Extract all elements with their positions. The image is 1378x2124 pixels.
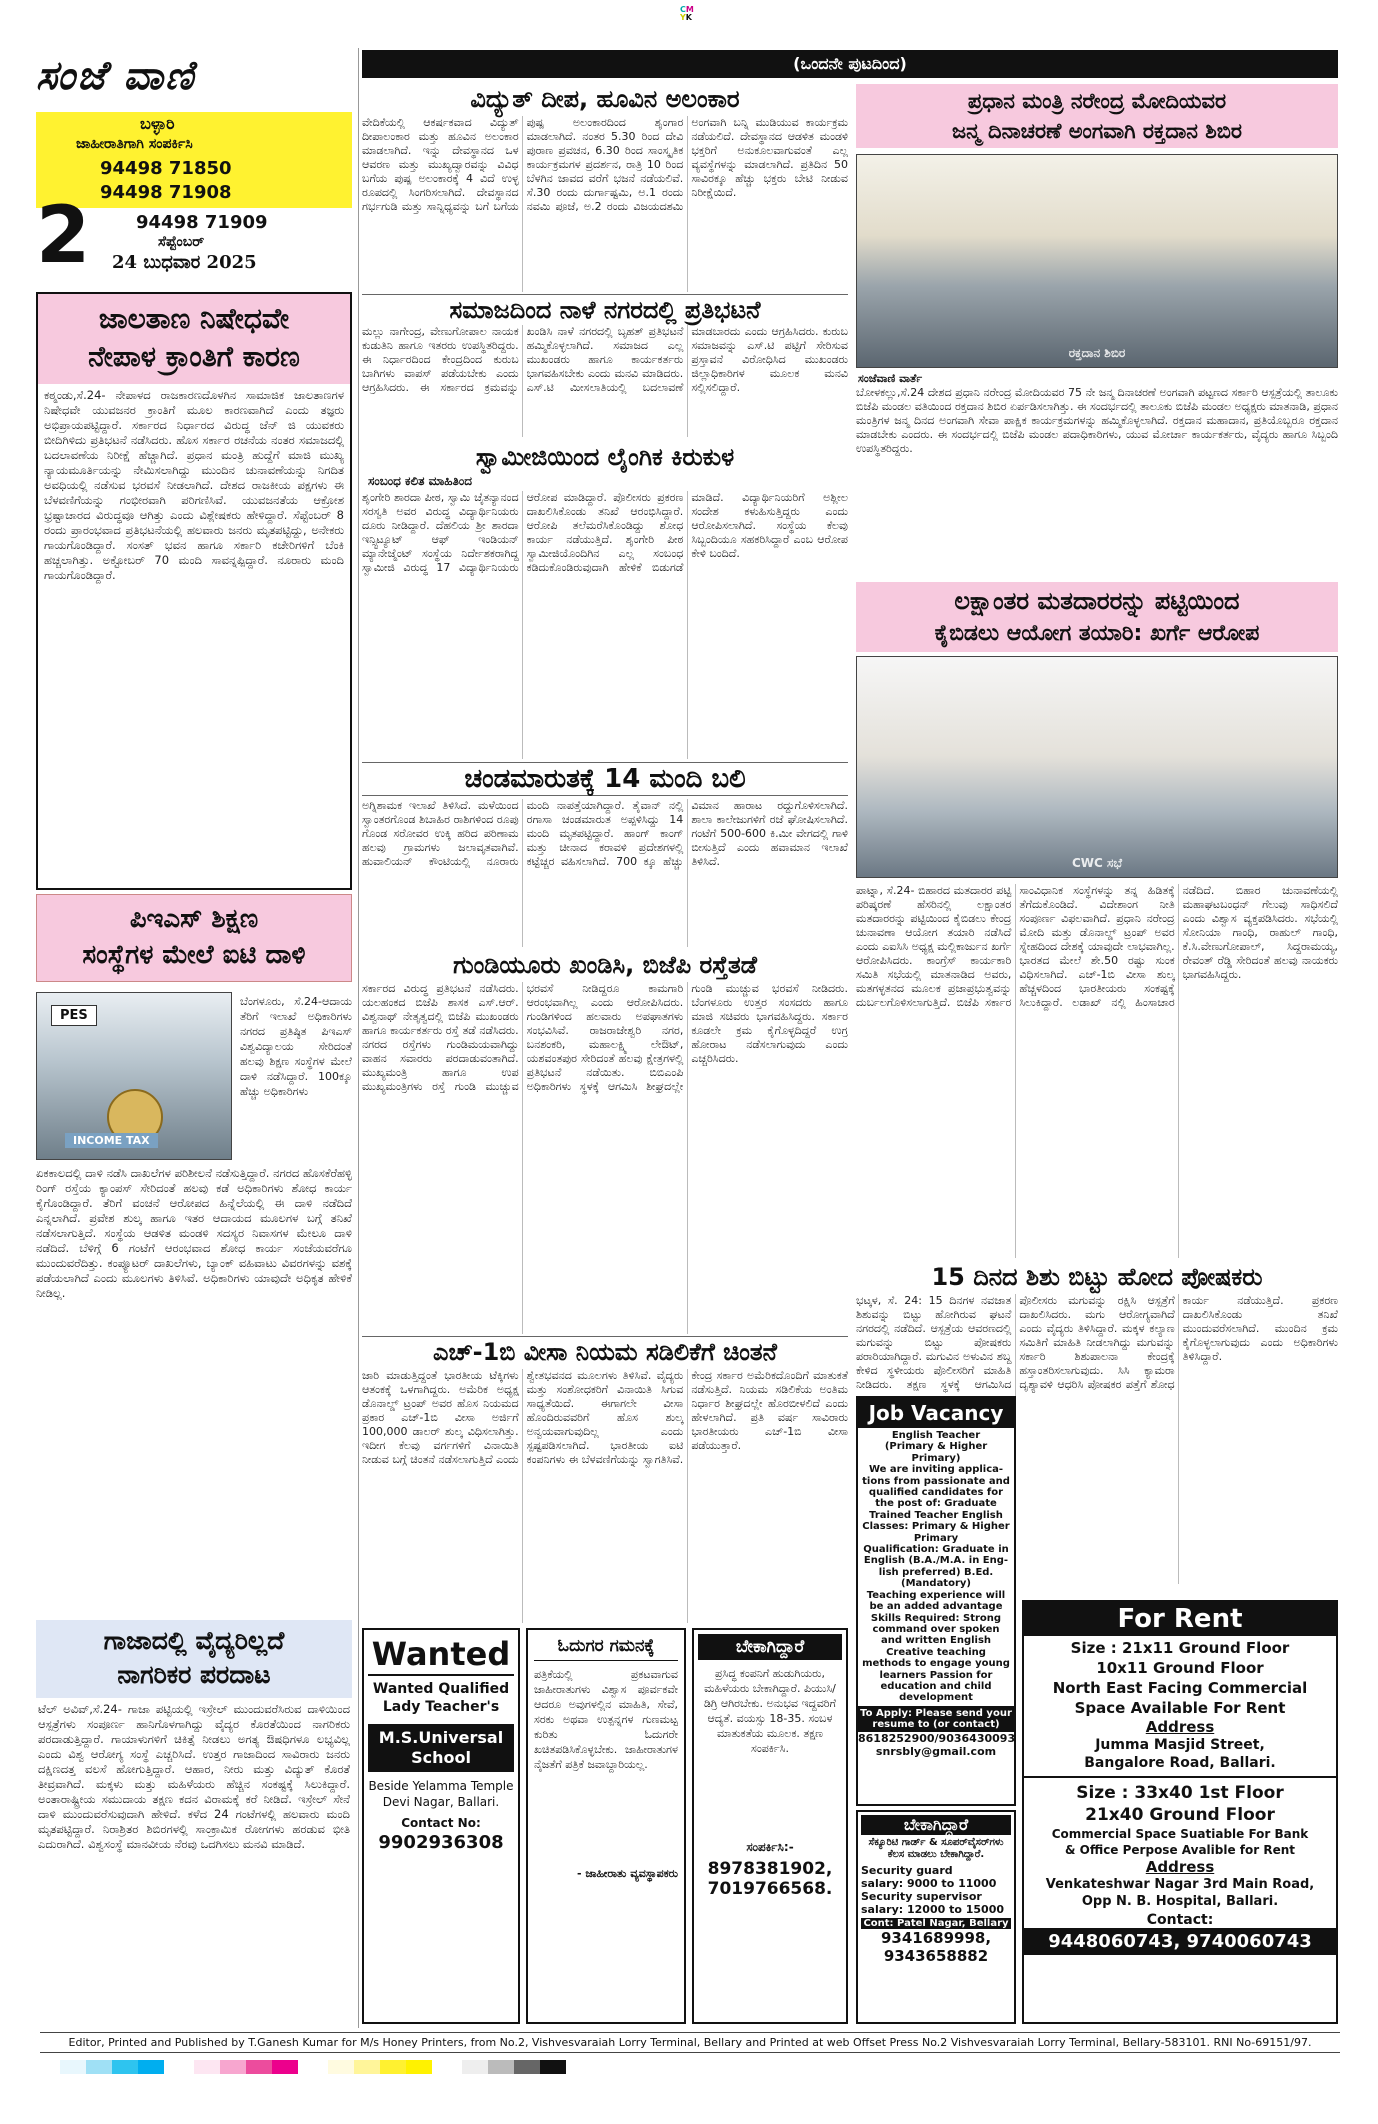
- job-detail-line: and written English: [880, 1635, 992, 1647]
- headline: ವಿದ್ಯುತ್ ದೀಪ, ಹೂವಿನ ಅಲಂಕಾರ: [470, 85, 740, 113]
- ad-title: ಓದುಗರ ಗಮನಕ್ಕೆ: [534, 1636, 678, 1661]
- headline-line-1: ಪಿಇಎಸ್ ಶಿಕ್ಷಣ: [129, 904, 259, 934]
- masthead: [36, 48, 352, 281]
- rent-line: Space Available For Rent: [1074, 1699, 1286, 1717]
- rent-block-1: [1024, 1638, 1336, 1718]
- rent-address-1: [1024, 1736, 1336, 1772]
- page-number: 2: [36, 191, 91, 281]
- article-body: ಕಠ್ಮಂಡು,ಸೆ.24- ನೇಪಾಳದ ರಾಜಕಾರಣದೊಳಗಿನ ಸಾಮಾಜಿಕ ಜಾಲತಾಣಗಳ ನಿಷೇಧವೇ ಯುವಜನರ ಕ್ರಾಂತಿಗೆ ಮೂಲ ಕಾರಣವಾಗಿದೆ ಎಂದು ತಜ್ಞರು ಅಭಿಪ್ರಾಯಪಟ್ಟಿದ್ದಾರೆ. ಸರ್ಕಾರದ ನಿರ್ಧಾರದ ವಿರುದ್ಧ ಜೆನ್ ಜಿ ಯುವಕರು ಬೀದಿಗಿಳಿದು ಪ್ರತಿಭಟನೆ ನಡೆಸಿದರು. ಹೊಸ ಸರ್ಕಾರ ರಚನೆಯ ನಂತರ ಸಮಾಜದಲ್ಲಿ ಬದಲಾವಣೆಯ ನಿರೀಕ್ಷೆ ಹೆಚ್ಚಾಗಿದೆ. ಪ್ರಧಾನ ಮಂತ್ರಿ ಹುದ್ದೆಗೆ ಮಾಜಿ ಮುಖ್ಯ ನ್ಯಾಯಮೂರ್ತಿಯನ್ನು ನೇಮಿಸಲಾಗಿದ್ದು ಮುಂದಿನ ಚುನಾವಣೆಯನ್ನು ನಿಗದಿತ ಅವಧಿಯಲ್ಲಿ ನಡೆಸುವ ಭರವಸೆ ನೀಡಲಾಗಿದೆ. ದೇಶದ ರಾಜಕೀಯ ಪಕ್ಷಗಳು ಈ ಬೆಳವಣಿಗೆಯನ್ನು ಗಂಭೀರವಾಗಿ ಪರಿಗಣಿಸಿವೆ. ಯುವಜನತೆಯ ಆಕ್ರೋಶ ಭ್ರಷ್ಟಾಚಾರದ ವಿರುದ್ಧವೂ ಆಗಿತ್ತು ಎಂದು ವಿಶ್ಲೇಷಕರು ಹೇಳಿದ್ದಾರೆ. ಸೆಪ್ಟೆಂಬರ್ 8 ರಂದು ಪ್ರಾರಂಭವಾದ ಪ್ರತಿಭಟನೆಯಲ್ಲಿ ಹಲವಾರು ಜನರು ಮೃತಪಟ್ಟಿದ್ದು, ಅನೇಕರು ಗಾಯಗೊಂಡಿದ್ದಾರೆ. ಸಂಸತ್ ಭವನ ಹಾಗೂ ಸರ್ಕಾರಿ ಕಚೇರಿಗಳಿಗೆ ಬೆಂಕಿ ಹಚ್ಚಲಾಗಿತ್ತು. ಅಕ್ಟೋಬರ್ 70 ಮಂದಿ ಸಾವನ್ನಪ್ಪಿದ್ದಾರೆ. ನೂರಾರು ಮಂದಿ ಗಾಯಗೊಂಡಿದ್ದಾರೆ.: [44, 388, 344, 582]
- rent-line: 21x40 Ground Floor: [1085, 1805, 1275, 1825]
- article-body: ಭಟ್ಕಳ, ಸೆ. 24: 15 ದಿನಗಳ ನವಜಾತ ಶಿಶುವನ್ನು ಬಿಟ್ಟು ಹೋಗಿರುವ ಘಟನೆ ನಗರದಲ್ಲಿ ನಡೆದಿದೆ. ಆಸ್ಪತ್ರೆಯ ಆವರಣದಲ್ಲಿ ಮಗುವನ್ನು ಬಿಟ್ಟು ಪೋಷಕರು ಪರಾರಿಯಾಗಿದ್ದಾರೆ. ಮಗುವಿನ ಅಳುವಿನ ಶಬ್ದ ಕೇಳಿದ ಸ್ಥಳೀಯರು ಪೊಲೀಸರಿಗೆ ಮಾಹಿತಿ ನೀಡಿದರು. ತಕ್ಷಣ ಸ್ಥಳಕ್ಕೆ ಆಗಮಿಸಿದ ಪೊಲೀಸರು ಮಗುವನ್ನು ರಕ್ಷಿಸಿ ಆಸ್ಪತ್ರೆಗೆ ದಾಖಲಿಸಿದರು. ಮಗು ಆರೋಗ್ಯವಾಗಿದೆ ಎಂದು ವೈದ್ಯರು ತಿಳಿಸಿದ್ದಾರೆ. ಮಕ್ಕಳ ಕಲ್ಯಾಣ ಸಮಿತಿಗೆ ಮಾಹಿತಿ ನೀಡಲಾಗಿದ್ದು ಮಗುವನ್ನು ಸರ್ಕಾರಿ ಶಿಶುಪಾಲನಾ ಕೇಂದ್ರಕ್ಕೆ ಹಸ್ತಾಂತರಿಸಲಾಗುವುದು. ಸಿಸಿ ಕ್ಯಾಮರಾ ದೃಶ್ಯಾವಳಿ ಆಧರಿಸಿ ಪೋಷಕರ ಪತ್ತೆಗೆ ಶೋಧ ಕಾರ್ಯ ನಡೆಯುತ್ತಿದೆ. ಪ್ರಕರಣ ದಾಖಲಿಸಿಕೊಂಡು ತನಿಖೆ ಮುಂದುವರೆಸಲಾಗಿದೆ. ಮುಂದಿನ ಕ್ರಮ ಕೈಗೊಳ್ಳಲಾಗುವುದು ಎಂದು ಅಧಿಕಾರಿಗಳು ತಿಳಿಸಿದ್ದಾರೆ.: [856, 1294, 1338, 1391]
- apply-label: To Apply: Please send your resume to (or contact): [858, 1706, 1014, 1732]
- rent-address-2: [1024, 1876, 1336, 1910]
- article-samajadinda: [362, 294, 848, 442]
- address-line: Bangalore Road, Ballari.: [1084, 1755, 1276, 1771]
- apply-phone: 8618252900/9036430093: [858, 1731, 1016, 1745]
- job-detail-line: We are inviting applica-: [868, 1464, 1004, 1476]
- ad-wanted: [362, 1628, 520, 2024]
- job-detail-line: methods to engage young: [862, 1658, 1010, 1670]
- imprint-footer: Editor, Printed and Published by T.Ganesh Kumar for M/s Honey Printers, from No.2, Vishvesvaraiah Lorry Terminal, Bellary and Printed at web Offset Press No.2 Vishvesvaraiah Lorry Terminal, Bellary-583101. RNI No-69151/97.: [40, 2032, 1340, 2053]
- rent-block-2-desc: [1024, 1826, 1336, 1858]
- article-chandamaruta: [362, 762, 848, 948]
- rent-desc-line: Commercial Space Suatiable For Bank: [1051, 1827, 1309, 1841]
- job-detail-line: the post of: Graduate: [875, 1498, 997, 1510]
- contact-address: Cont: Patel Nagar, Bellary: [861, 1918, 1011, 1929]
- photo-caption: ರಕ್ತದಾನ ಶಿಬಿರ: [1068, 346, 1126, 360]
- ad-title: For Rent: [1024, 1602, 1336, 1636]
- headline-line-1: ಪ್ರಧಾನ ಮಂತ್ರಿ ನರೇಂದ್ರ ಮೋದಿಯವರ: [967, 89, 1227, 113]
- job-detail-line: command over spoken: [872, 1623, 1000, 1635]
- article-vidyut: [362, 84, 848, 292]
- job-detail-line: Teaching experience will: [866, 1589, 1006, 1601]
- article-body: ಅಗ್ನಿಶಾಮಕ ಇಲಾಖೆ ತಿಳಿಸಿದೆ. ಮಳೆಯಿಂದ ಸ್ವಾಂತರಗೊಂಡ ಶಿಬಾಹಿರ ರಾಶಿಗಳಿಂದ ರೂಪು ಗೊಂಡ ಸರೋವರ ಉಕ್ಕಿ ಹರಿದ ಪರಿಣಾಮ ಹಲವು ಗ್ರಾಮಗಳು ಜಲಾವೃತವಾಗಿವೆ. ಹುವಾಲಿಯನ್ ಕೌಂಟಿಯಲ್ಲಿ ನೂರಾರು ಮಂದಿ ನಾಪತ್ತೆಯಾಗಿದ್ದಾರೆ. ತೈವಾನ್ ನಲ್ಲಿ ರಗಾಸಾ ಚಂಡಮಾರುತ ಅಪ್ಪಳಿಸಿದ್ದು 14 ಮಂದಿ ಮೃತಪಟ್ಟಿದ್ದಾರೆ. ಹಾಂಗ್ ಕಾಂಗ್ ಮತ್ತು ಚೀನಾದ ಕರಾವಳಿ ಪ್ರದೇಶಗಳಲ್ಲಿ ಕಟ್ಟೆಚ್ಚರ ವಹಿಸಲಾಗಿದೆ. 700 ಕ್ಕೂ ಹೆಚ್ಚು ವಿಮಾನ ಹಾರಾಟ ರದ್ದುಗೊಳಿಸಲಾಗಿದೆ. ಶಾಲಾ ಕಾಲೇಜುಗಳಿಗೆ ರಜೆ ಘೋಷಿಸಲಾಗಿದೆ. ಗಂಟೆಗೆ 500-600 ಕಿ.ಮೀ ವೇಗದಲ್ಲಿ ಗಾಳಿ ಬೀಸುತ್ತಿದೆ ಎಂದು ಹವಾಮಾನ ಇಲಾಖೆ ತಿಳಿಸಿದೆ.: [362, 799, 848, 868]
- job-details: [858, 1428, 1014, 1706]
- article-body: ಬೋಳಕಲ್ಲು,ಸೆ.24 ದೇಶದ ಪ್ರಧಾನಿ ನರೇಂದ್ರ ಮೋದಿಯವರ 75 ನೇ ಜನ್ಮ ದಿನಾಚರಣೆ ಅಂಗವಾಗಿ ಪಟ್ಟಣದ ಸರ್ಕಾರಿ ಆಸ್ಪತ್ರೆಯಲ್ಲಿ ತಾಲೂಕು ಬಿಜೆಪಿ ಮಂಡಲ ವತಿಯಿಂದ ರಕ್ತದಾನ ಶಿಬಿರ ಏರ್ಪಡಿಸಲಾಗಿತ್ತು. ಈ ಸಂದರ್ಭದಲ್ಲಿ ತಾಲೂಕು ಬಿಜೆಪಿ ಮಂಡಲ ಅಧ್ಯಕ್ಷರು ಮಾತನಾಡಿ, ಪ್ರಧಾನ ಮಂತ್ರಿಗಳ ಜನ್ಮ ದಿನದ ಅಂಗವಾಗಿ ಸೇವಾ ಪಾಕ್ಷಿಕ ಕಾರ್ಯಕ್ರಮಗಳನ್ನು ಹಮ್ಮಿಕೊಳ್ಳಲಾಗಿದೆ. ರಕ್ತದಾನ ಮಹಾದಾನ, ಪ್ರತಿಯೊಬ್ಬರೂ ರಕ್ತದಾನ ಮಾಡಬೇಕು ಎಂದರು. ಈ ಸಂದರ್ಭದಲ್ಲಿ ಬಿಜೆಪಿ ಮಂಡಲ ಪದಾಧಿಕಾರಿಗಳು, ಯುವ ಮೋರ್ಚಾ ಕಾರ್ಯಕರ್ತರು, ವೈದ್ಯರು ಹಾಗೂ ಸಿಬ್ಬಂದಿ ಉಪಸ್ಥಿತರಿದ್ದರು.: [856, 386, 1338, 455]
- logo: [36, 48, 352, 108]
- rent-line: Size : 21x11 Ground Floor: [1070, 1639, 1290, 1657]
- rent-line: North East Facing Commercial: [1052, 1679, 1308, 1697]
- ad-title: Wanted: [368, 1634, 514, 1676]
- headline-line-1: ಜಾಲತಾಣ ನಿಷೇಧವೇ: [98, 302, 290, 335]
- ad-body: ಪ್ರಸಿದ್ಧ ಕಂಪನಿಗೆ ಹುಡುಗಿಯರು, ಮಹಿಳೆಯರು ಬೇಕಾಗಿದ್ದಾರೆ. ಪಿಯುಸಿ/ಡಿಗ್ರಿ ಆಗಿರಬೇಕು. ಅನುಭವ ಇದ್ದವರಿಗೆ ಆದ್ಯತೆ. ವಯಸ್ಸು 18-35. ಸಂಬಳ ಮಾತುಕತೆಯ ಮೂಲಕ. ತಕ್ಷಣ ಸಂಪರ್ಕಿಸಿ.: [703, 1667, 836, 1755]
- job-detail-line: be an added advantage: [869, 1601, 1003, 1613]
- article-body: ಮಲ್ಲು ನಾಗೇಂದ್ರ, ವೇಣುಗೋಪಾಲ ನಾಯಕ ಕುಡುತಿನಿ ಹಾಗೂ ಇತರರು ಉಪಸ್ಥಿತರಿದ್ದರು. ಈ ನಿರ್ಧಾರದಿಂದ ಕೇಂದ್ರದಿಂದ ಕುರುಬ ಬಾಗಿಗಳು ವಾಪಸ್ ಪಡೆಯಬೇಕು ಎಂದು ಆಗ್ರಹಿಸಿದರು. ಈ ಸರ್ಕಾರದ ಕ್ರಮವನ್ನು ಖಂಡಿಸಿ ನಾಳೆ ನಗರದಲ್ಲಿ ಬೃಹತ್ ಪ್ರತಿಭಟನೆ ಹಮ್ಮಿಕೊಳ್ಳಲಾಗಿದೆ. ಸಮಾಜದ ಎಲ್ಲ ಮುಖಂಡರು ಹಾಗೂ ಕಾರ್ಯಕರ್ತರು ಭಾಗವಹಿಸಬೇಕು ಎಂದು ಮನವಿ ಮಾಡಿದರು. ಎಸ್.ಟಿ ಮೀಸಲಾತಿಯಲ್ಲಿ ಬದಲಾವಣೆ ಮಾಡಬಾರದು ಎಂದು ಆಗ್ರಹಿಸಿದರು. ಕುರುಬ ಸಮಾಜವನ್ನು ಎಸ್.ಟಿ ಪಟ್ಟಿಗೆ ಸೇರಿಸುವ ಪ್ರಸ್ತಾವನೆ ವಿರೋಧಿಸಿದ ಮುಖಂಡರು ಜಿಲ್ಲಾಧಿಕಾರಿಗಳ ಮೂಲಕ ಮನವಿ ಸಲ್ಲಿಸಲಿದ್ದಾರೆ.: [362, 325, 848, 394]
- rent-desc-line: & Office Perpose Avalible for Rent: [1064, 1843, 1296, 1857]
- date-line: 24 ಬುಧವಾರ 2025: [112, 252, 257, 273]
- contact-label: Contact:: [1146, 1912, 1214, 1928]
- headline-line-2: ನೇಪಾಳ ಕ್ರಾಂತಿಗೆ ಕಾರಣ: [88, 340, 300, 373]
- headline-line-2: ಕೈಬಿಡಲು ಆಯೋಗ ತಯಾರಿ: ಖರ್ಗೆ ಆರೋಪ: [934, 621, 1260, 646]
- credit-line: ಸಂಜೆವಾಣಿ ವಾರ್ತೆ: [858, 372, 923, 385]
- pes-sign: PES: [51, 1005, 97, 1026]
- job-detail-line: education and child: [880, 1680, 992, 1692]
- article-body: ಪಾಟ್ನಾ, ಸೆ.24- ಬಿಹಾರದ ಮತದಾರರ ಪಟ್ಟಿ ಪರಿಷ್ಕರಣೆ ಹೆಸರಿನಲ್ಲಿ ಲಕ್ಷಾಂತರ ಮತದಾರರನ್ನು ಪಟ್ಟಿಯಿಂದ ಕೈಬಿಡಲು ಕೇಂದ್ರ ಚುನಾವಣಾ ಆಯೋಗ ತಯಾರಿ ನಡೆಸಿದೆ ಎಂದು ಎಐಸಿಸಿ ಅಧ್ಯಕ್ಷ ಮಲ್ಲಿಕಾರ್ಜುನ ಖರ್ಗೆ ಆರೋಪಿಸಿದರು. ಕಾಂಗ್ರೆಸ್ ಕಾರ್ಯಕಾರಿ ಸಮಿತಿ ಸಭೆಯಲ್ಲಿ ಮಾತನಾಡಿದ ಅವರು, ಮತಗಳ್ಳತನದ ಮೂಲಕ ಪ್ರಜಾಪ್ರಭುತ್ವವನ್ನು ದುರ್ಬಲಗೊಳಿಸಲಾಗುತ್ತಿದೆ. ಬಿಜೆಪಿ ಸರ್ಕಾರ ಸಾಂವಿಧಾನಿಕ ಸಂಸ್ಥೆಗಳನ್ನು ತನ್ನ ಹಿಡಿತಕ್ಕೆ ತೆಗೆದುಕೊಂಡಿದೆ. ವಿದೇಶಾಂಗ ನೀತಿ ಸಂಪೂರ್ಣ ವಿಫಲವಾಗಿದೆ. ಪ್ರಧಾನಿ ನರೇಂದ್ರ ಮೋದಿ ಮತ್ತು ಡೊನಾಲ್ಡ್ ಟ್ರಂಪ್ ಅವರ ಸ್ನೇಹದಿಂದ ದೇಶಕ್ಕೆ ಯಾವುದೇ ಲಾಭವಾಗಿಲ್ಲ. ಭಾರತದ ಮೇಲೆ ಶೇ.50 ರಷ್ಟು ಸುಂಕ ವಿಧಿಸಲಾಗಿದೆ. ಎಚ್-1ಬಿ ವೀಸಾ ಶುಲ್ಕ ಹೆಚ್ಚಳದಿಂದ ಭಾರತೀಯರು ಸಂಕಷ್ಟಕ್ಕೆ ಸಿಲುಕಿದ್ದಾರೆ. ಲಡಾಖ್ ನಲ್ಲಿ ಹಿಂಸಾಚಾರ ನಡೆದಿದೆ. ಬಿಹಾರ ಚುನಾವಣೆಯಲ್ಲಿ ಮಹಾಘಟಬಂಧನ್ ಗೆಲುವು ಸಾಧಿಸಲಿದೆ ಎಂದು ವಿಶ್ವಾಸ ವ್ಯಕ್ತಪಡಿಸಿದರು. ಸಭೆಯಲ್ಲಿ ಸೋನಿಯಾ ಗಾಂಧಿ, ರಾಹುಲ್ ಗಾಂಧಿ, ಕೆ.ಸಿ.ವೇಣುಗೋಪಾಲ್, ಸಿದ್ದರಾಮಯ್ಯ, ರೇವಂತ್ ರೆಡ್ಡಿ ಸೇರಿದಂತೆ ಹಲವು ನಾಯಕರು ಭಾಗವಹಿಸಿದ್ದರು.: [856, 884, 1338, 1009]
- headline: ಚಂಡಮಾರುತಕ್ಕೆ 14 ಮಂದಿ ಬಲಿ: [362, 762, 848, 796]
- headline-block: [36, 894, 352, 982]
- job-detail-line: learners Passion for: [879, 1669, 993, 1681]
- security-line: Security supervisor: [861, 1890, 982, 1903]
- article-body: ಏಕಕಾಲದಲ್ಲಿ ದಾಳಿ ನಡೆಸಿ ದಾಖಲೆಗಳ ಪರಿಶೀಲನೆ ನಡೆಸುತ್ತಿದ್ದಾರೆ. ನಗರದ ಹೊಸಕೆರೆಹಳ್ಳಿ ರಿಂಗ್ ರಸ್ತೆಯ ಕ್ಯಾಂಪಸ್ ಸೇರಿದಂತೆ ಹಲವು ಕಡೆ ಅಧಿಕಾರಿಗಳು ಶೋಧ ಕಾರ್ಯ ಕೈಗೊಂಡಿದ್ದಾರೆ. ತೆರಿಗೆ ವಂಚನೆ ಆರೋಪದ ಹಿನ್ನೆಲೆಯಲ್ಲಿ ಈ ದಾಳಿ ನಡೆದಿದೆ ಎನ್ನಲಾಗಿದೆ. ಪ್ರವೇಶ ಶುಲ್ಕ ಹಾಗೂ ಇತರ ಆದಾಯದ ಮೂಲಗಳ ಬಗ್ಗೆ ತನಿಖೆ ನಡೆಸಲಾಗುತ್ತಿದೆ. ಸಂಸ್ಥೆಯ ಆಡಳಿತ ಮಂಡಳಿ ಸದಸ್ಯರ ನಿವಾಸಗಳ ಮೇಲೂ ದಾಳಿ ನಡೆದಿದೆ. ಬೆಳಿಗ್ಗೆ 6 ಗಂಟೆಗೆ ಆರಂಭವಾದ ಶೋಧ ಕಾರ್ಯ ಸಂಜೆಯವರೆಗೂ ಮುಂದುವರೆದಿತ್ತು. ಕಂಪ್ಯೂಟರ್ ದಾಖಲೆಗಳು, ಬ್ಯಾಂಕ್ ವಹಿವಾಟು ವಿವರಗಳನ್ನು ವಶಕ್ಕೆ ಪಡೆಯಲಾಗಿದೆ ಎಂದು ಮೂಲಗಳು ತಿಳಿಸಿವೆ. ಅಧಿಕಾರಿಗಳು ಯಾವುದೇ ಅಧಿಕೃತ ಹೇಳಿಕೆ ನೀಡಿಲ್ಲ.: [36, 1166, 352, 1300]
- address-line: Venkateshwar Nagar 3rd Main Road,: [1045, 1877, 1315, 1892]
- school-name: M.S.Universal School: [368, 1724, 514, 1772]
- cwc-meeting-photo: [856, 656, 1338, 878]
- contact-label: Contact No:: [401, 1816, 481, 1830]
- ad-for-rent: [1022, 1600, 1338, 2024]
- contact-label: ಸಂಪರ್ಕಿಸಿ:-: [746, 1840, 794, 1854]
- contact-phone: 9902936308: [378, 1832, 504, 1853]
- color-swatches: [60, 2060, 566, 2074]
- job-detail-line: qualified candidates for: [868, 1487, 1004, 1499]
- pes-photo: [36, 992, 232, 1160]
- ad-title: Job Vacancy: [858, 1398, 1014, 1428]
- rent-line: Size : 33x40 1st Floor: [1076, 1783, 1284, 1803]
- article-pes: [36, 894, 352, 1614]
- job-detail-line: Qualification: Graduate in: [863, 1544, 1009, 1556]
- article-body: ಟೆಲ್ ಅವಿವ್,ಸೆ.24- ಗಾಜಾ ಪಟ್ಟಿಯಲ್ಲಿ ಇಸ್ರೇಲ್ ಮುಂದುವರೆಸಿರುವ ದಾಳಿಯಿಂದ ಆಸ್ಪತ್ರೆಗಳು ಸಂಪೂರ್ಣ ಹಾನಿಗೊಳಗಾಗಿದ್ದು ವೈದ್ಯರ ಕೊರತೆಯಿಂದ ನಾಗರಿಕರು ಪರದಾಡುತ್ತಿದ್ದಾರೆ. ಗಾಯಾಳುಗಳಿಗೆ ಚಿಕಿತ್ಸೆ ನೀಡಲು ಅಗತ್ಯ ಔಷಧಿಗಳೂ ಲಭ್ಯವಿಲ್ಲ ಎಂದು ವಿಶ್ವ ಆರೋಗ್ಯ ಸಂಸ್ಥೆ ಎಚ್ಚರಿಸಿದೆ. ಉತ್ತರ ಗಾಜಾದಿಂದ ಸಾವಿರಾರು ಜನರು ದಕ್ಷಿಣದತ್ತ ವಲಸೆ ಹೋಗುತ್ತಿದ್ದಾರೆ. ಆಹಾರ, ನೀರು ಮತ್ತು ವಿದ್ಯುತ್ ಕೊರತೆ ತೀವ್ರವಾಗಿದೆ. ಮಕ್ಕಳು ಮತ್ತು ಮಹಿಳೆಯರು ಹೆಚ್ಚಿನ ಸಂಕಷ್ಟಕ್ಕೆ ಸಿಲುಕಿದ್ದಾರೆ. ಅಂತಾರಾಷ್ಟ್ರೀಯ ಸಮುದಾಯ ತಕ್ಷಣ ಕದನ ವಿರಾಮಕ್ಕೆ ಕರೆ ನೀಡಿದೆ. ಇಸ್ರೇಲ್ ಸೇನೆ ದಾಳಿ ಮುಂದುವರೆಸುವುದಾಗಿ ಹೇಳಿದೆ. ಕಳೆದ 24 ಗಂಟೆಗಳಲ್ಲಿ ಹಲವಾರು ಮಂದಿ ಮೃತಪಟ್ಟಿದ್ದಾರೆ. ನಿರಾಶ್ರಿತರ ಶಿಬಿರಗಳಲ್ಲಿ ಸಾಂಕ್ರಾಮಿಕ ರೋಗಗಳು ಹರಡುವ ಭೀತಿ ಎದುರಾಗಿದೆ. ವಿಶ್ವಸಂಸ್ಥೆ ಮಾನವೀಯ ನೆರವು ಒದಗಿಸಲು ಮನವಿ ಮಾಡಿದೆ.: [38, 1702, 350, 1851]
- article-kharge: [856, 582, 1338, 1258]
- headline-line-1: ಗಾಜಾದಲ್ಲಿ ವೈದ್ಯರಿಲ್ಲದೆ: [103, 1626, 285, 1655]
- job-detail-line: English (B.A./M.A. in Eng-: [863, 1555, 1009, 1567]
- headline-block: [856, 582, 1338, 652]
- headline-line-2: ಜನ್ಮ ದಿನಾಚರಣೆ ಅಂಗವಾಗಿ ರಕ್ತದಾನ ಶಿಬಿರ: [952, 119, 1242, 143]
- job-detail-line: Primary): [911, 1452, 961, 1464]
- headline-block: [856, 84, 1338, 148]
- article-gaza: [36, 1620, 352, 2018]
- cmyk-marker: CM YK: [680, 5, 694, 22]
- job-detail-line: English Teacher: [891, 1430, 981, 1441]
- ad-title: ಬೇಕಾಗಿದ್ದಾರೆ: [698, 1634, 842, 1660]
- ad-bekagiddare-2: [856, 1810, 1016, 2024]
- ad-contact-label: ಜಾಹೀರಾತಿಗಾಗಿ ಸಂಪರ್ಕಿಸಿ: [76, 136, 193, 152]
- phone-1: 94498 71850: [100, 158, 232, 179]
- article-body-right: ಬೆಂಗಳೂರು, ಸೆ.24-ಆದಾಯ ತೆರಿಗೆ ಇಲಾಖೆ ಅಧಿಕಾರಿಗಳು ನಗರದ ಪ್ರತಿಷ್ಠಿತ ಪಿಇಎಸ್ ವಿಶ್ವವಿದ್ಯಾಲಯ ಸೇರಿದಂತೆ ಹಲವು ಶಿಕ್ಷಣ ಸಂಸ್ಥೆಗಳ ಮೇಲೆ ದಾಳಿ ನಡೆಸಿದ್ದಾರೆ. 100ಕ್ಕೂ ಹೆಚ್ಚು ಅಧಿಕಾರಿಗಳು: [240, 995, 352, 1098]
- job-detail-line: Trained Teacher English: [869, 1509, 1003, 1521]
- headline-line-2: ಸಂಸ್ಥೆಗಳ ಮೇಲೆ ಐಟಿ ದಾಳಿ: [82, 940, 306, 970]
- headline: 15 ದಿನದ ಶಿಶು ಬಿಟ್ಟು ಹೋದ ಪೋಷಕರು: [931, 1263, 1263, 1291]
- ad-bekagiddare-1: [692, 1628, 848, 2024]
- ad-readers-note: [526, 1628, 686, 2024]
- security-details: [861, 1864, 1011, 1916]
- security-line: salary: 9000 to 11000: [861, 1877, 997, 1890]
- contact-phone-2: 9343658882: [883, 1947, 989, 1965]
- blood-camp-photo: [856, 154, 1338, 368]
- ad-subtitle: Wanted Qualified Lady Teacher's: [372, 1681, 510, 1715]
- article-body: ವೇದಿಕೆಯಲ್ಲಿ ಆಕರ್ಷಕವಾದ ವಿದ್ಯುತ್ ದೀಪಾಲಂಕಾರ ಮತ್ತು ಹೂವಿನ ಅಲಂಕಾರ ಮಾಡಲಾಗಿದೆ. ಇನ್ನು ದೇವಸ್ಥಾನದ ಒಳ ಆವರಣ ಮತ್ತು ಮುಖ್ಯದ್ವಾರವನ್ನು ವಿವಿಧ ಬಗೆಯ ಪುಷ್ಪ ಅಲಂಕಾರಕ್ಕೆ 4 ವಿದೆ ಉಳ್ಳ ರೂಪದಲ್ಲಿ ಸಿಂಗರಿಸಲಾಗಿದೆ. ದೇವಸ್ಥಾನದ ಗರ್ಭಗುಡಿ ಮತ್ತು ಸಾನ್ನಿಧ್ಯವನ್ನು ಬಗೆ ಬಗೆಯ ಪುಷ್ಪ ಅಲಂಕಾರದಿಂದ ಶೃಂಗಾರ ಮಾಡಲಾಗಿದೆ. ನಂತರ 5.30 ರಿಂದ ದೇವಿ ಪುರಾಣ ಪ್ರವಚನ, 6.30 ರಿಂದ ಸಾಂಸ್ಕೃತಿಕ ಕಾರ್ಯಕ್ರಮಗಳ ಪ್ರದರ್ಶನ, ರಾತ್ರಿ 10 ರಿಂದ ಬೆಳಗಿನ ಜಾವದ ವರೆಗೆ ಭಜನೆ ನಡೆಯಲಿವೆ. ಸೆ.30 ರಂದು ದುರ್ಗಾಷ್ಟಮಿ, ಅ.1 ರಂದು ನವಮಿ ಪೂಜೆ, ಅ.2 ರಂದು ವಿಜಯದಶಮಿ ಅಂಗವಾಗಿ ಬನ್ನಿ ಮುಡಿಯುವ ಕಾರ್ಯಕ್ರಮ ನಡೆಯಲಿದೆ. ದೇವಸ್ಥಾನದ ಆಡಳಿತ ಮಂಡಳಿ ಭಕ್ತರಿಗೆ ಅನುಕೂಲವಾಗುವಂತೆ ಎಲ್ಲ ವ್ಯವಸ್ಥೆಗಳನ್ನು ಮಾಡಲಾಗಿದೆ. ಪ್ರತಿದಿನ 50 ಸಾವಿರಕ್ಕೂ ಹೆಚ್ಚು ಭಕ್ತರು ಬೇಟಿ ನೀಡುವ ನಿರೀಕ್ಷೆಯಿದೆ.: [362, 116, 848, 213]
- article-swamiji: [362, 442, 848, 762]
- address-label-2: Address: [1145, 1858, 1215, 1876]
- headline: ಎಚ್-1ಬಿ ವೀಸಾ ನಿಯಮ ಸಡಿಲಿಕೆಗೆ ಚಿಂತನೆ: [362, 1336, 848, 1367]
- contact-phone-2: 7019766568.: [707, 1879, 833, 1899]
- headline-line-2: ನಾಗರಿಕರ ಪರದಾಟ: [117, 1660, 271, 1689]
- address-line: Jumma Masjid Street,: [1095, 1737, 1265, 1753]
- ad-body: ಪತ್ರಿಕೆಯಲ್ಲಿ ಪ್ರಕಟವಾಗುವ ಜಾಹೀರಾತುಗಳು ವಿಶ್ವಾಸ ಪೂರ್ವಕವೇ ಆದರೂ ಅವುಗಳಲ್ಲಿನ ಮಾಹಿತಿ, ಸೇವೆ, ಸರಕು ಅಥವಾ ಉತ್ಪನ್ನಗಳ ಗುಣಮಟ್ಟ ಕುರಿತು ಓದುಗರೇ ಖಚಿತಪಡಿಸಿಕೊಳ್ಳಬೇಕು. ಜಾಹೀರಾತುಗಳ ನೈಜತೆಗೆ ಪತ್ರಿಕೆ ಜವಾಬ್ದಾರಿಯಲ್ಲ.: [534, 1668, 678, 1771]
- city-label: ಬಳ್ಳಾರಿ: [140, 114, 175, 133]
- headline-line-1: ಲಕ್ಷಾಂತರ ಮತದಾರರನ್ನು ಪಟ್ಟಿಯಿಂದ: [954, 587, 1240, 615]
- job-detail-line: Creative teaching: [886, 1646, 986, 1658]
- article-h1b: [362, 1336, 848, 1624]
- apply-email: snrsbly@gmail.com: [875, 1744, 997, 1758]
- address-label-1: Address: [1145, 1718, 1215, 1736]
- job-detail-line: (Primary & Higher: [884, 1441, 988, 1453]
- security-line: Security guard: [861, 1864, 953, 1877]
- photo-caption: CWC ಸಭೆ: [1071, 856, 1123, 870]
- job-detail-line: Primary: [913, 1532, 959, 1544]
- phone-3: 94498 71909: [136, 212, 268, 233]
- article-modi-blood: [856, 84, 1338, 578]
- job-detail-line: tions from passionate and: [862, 1475, 1010, 1487]
- article-jalatana: [36, 292, 352, 890]
- school-address: Beside Yelamma Temple Devi Nagar, Ballari.: [368, 1779, 514, 1809]
- rent-block-2: [1024, 1782, 1336, 1826]
- headline: ಸ್ವಾಮೀಜಿಯಿಂದ ಲೈಂಗಿಕ ಕಿರುಕುಳ: [475, 443, 735, 471]
- contact-phone-1: 9341689998,: [880, 1929, 992, 1947]
- job-detail-line: Skills Required: Strong: [870, 1612, 1002, 1624]
- logo-text: ಸಂಜೆ ವಾಣಿ: [36, 52, 196, 99]
- contact-phone-1: 8978381902,: [707, 1859, 833, 1879]
- article-body: ಶೃಂಗೇರಿ ಶಾರದಾ ಪೀಠ, ಸ್ವಾಮಿ ಚೈತನ್ಯಾನಂದ ಸರಸ್ವತಿ ಅವರ ವಿರುದ್ಧ ವಿದ್ಯಾರ್ಥಿನಿಯರು ದೂರು ನೀಡಿದ್ದಾರೆ. ದೆಹಲಿಯ ಶ್ರೀ ಶಾರದಾ ಇನ್ಸ್ಟಿಟ್ಯೂಟ್ ಆಫ್ ಇಂಡಿಯನ್ ಮ್ಯಾನೇಜ್ಮೆಂಟ್ ಸಂಸ್ಥೆಯ ನಿರ್ದೇಶಕರಾಗಿದ್ದ ಸ್ವಾಮೀಜಿ ವಿರುದ್ಧ 17 ವಿದ್ಯಾರ್ಥಿನಿಯರು ಆರೋಪ ಮಾಡಿದ್ದಾರೆ. ಪೊಲೀಸರು ಪ್ರಕರಣ ದಾಖಲಿಸಿಕೊಂಡು ತನಿಖೆ ಆರಂಭಿಸಿದ್ದಾರೆ. ಆರೋಪಿ ತಲೆಮರೆಸಿಕೊಂಡಿದ್ದು ಶೋಧ ಕಾರ್ಯ ನಡೆಯುತ್ತಿದೆ. ಶೃಂಗೇರಿ ಪೀಠ ಸ್ವಾಮೀಜಿಯೊಂದಿಗಿನ ಎಲ್ಲ ಸಂಬಂಧ ಕಡಿದುಕೊಂಡಿರುವುದಾಗಿ ಹೇಳಿಕೆ ಬಿಡುಗಡೆ ಮಾಡಿದೆ. ವಿದ್ಯಾರ್ಥಿನಿಯರಿಗೆ ಅಶ್ಲೀಲ ಸಂದೇಶ ಕಳುಹಿಸುತ್ತಿದ್ದರು ಎಂದು ಆರೋಪಿಸಲಾಗಿದೆ. ಸಂಸ್ಥೆಯ ಕೆಲವು ಸಿಬ್ಬಂದಿಯೂ ಸಹಕರಿಸಿದ್ದಾರೆ ಎಂಬ ಆರೋಪ ಕೇಳಿ ಬಂದಿದೆ.: [362, 491, 848, 574]
- column-divider: [358, 48, 359, 2028]
- ad-sign: - ಜಾಹೀರಾತು ವ್ಯವಸ್ಥಾಪಕರು: [576, 1867, 678, 1880]
- headline-block: [38, 294, 350, 384]
- job-detail-line: (Mandatory): [901, 1578, 971, 1590]
- income-tax-sign: INCOME TAX: [65, 1133, 158, 1148]
- job-detail-line: lish preferred) B.Ed.: [878, 1566, 994, 1578]
- article-gundiyuru: [362, 950, 848, 1336]
- month-label: ಸೆಪ್ಟೆಂಬರ್: [158, 234, 205, 250]
- address-line: Opp N. B. Hospital, Ballari.: [1081, 1894, 1279, 1909]
- headline: ಸಮಾಜದಿಂದ ನಾಳೆ ನಗರದಲ್ಲಿ ಪ್ರತಿಭಟನೆ: [362, 294, 848, 325]
- ad-job-vacancy: [856, 1396, 1016, 1806]
- phone-2: 94498 71908: [100, 182, 232, 203]
- job-detail-line: development: [899, 1692, 973, 1704]
- contact-phones: 9448060743, 9740060743: [1024, 1928, 1336, 1955]
- ad-title: ಬೇಕಾಗಿದ್ದಾರೆ: [861, 1815, 1011, 1835]
- article-body: ಜಾರಿ ಮಾಡುತ್ತಿದ್ದಂತೆ ಭಾರತೀಯ ಟೆಕ್ಕಿಗಳು ಆತಂಕಕ್ಕೆ ಒಳಗಾಗಿದ್ದರು. ಅಮೆರಿಕ ಅಧ್ಯಕ್ಷ ಡೊನಾಲ್ಡ್ ಟ್ರಂಪ್ ಅವರ ಹೊಸ ನಿಯಮದ ಪ್ರಕಾರ ಎಚ್-1ಬಿ ವೀಸಾ ಅರ್ಜಿಗೆ 100,000 ಡಾಲರ್ ಶುಲ್ಕ ವಿಧಿಸಲಾಗಿತ್ತು. ಇದೀಗ ಕೆಲವು ವರ್ಗಗಳಿಗೆ ವಿನಾಯಿತಿ ನೀಡುವ ಬಗ್ಗೆ ಚಿಂತನೆ ನಡೆಸಲಾಗುತ್ತಿದೆ ಎಂದು ಶ್ವೇತಭವನದ ಮೂಲಗಳು ತಿಳಿಸಿವೆ. ವೈದ್ಯರು ಮತ್ತು ಸಂಶೋಧಕರಿಗೆ ವಿನಾಯಿತಿ ಸಿಗುವ ಸಾಧ್ಯತೆಯಿದೆ. ಈಗಾಗಲೇ ವೀಸಾ ಹೊಂದಿರುವವರಿಗೆ ಹೊಸ ಶುಲ್ಕ ಅನ್ವಯವಾಗುವುದಿಲ್ಲ ಎಂದು ಸ್ಪಷ್ಟಪಡಿಸಲಾಗಿದೆ. ಭಾರತೀಯ ಐಟಿ ಕಂಪನಿಗಳು ಈ ಬೆಳವಣಿಗೆಯನ್ನು ಸ್ವಾಗತಿಸಿವೆ. ಕೇಂದ್ರ ಸರ್ಕಾರ ಅಮೆರಿಕದೊಂದಿಗೆ ಮಾತುಕತೆ ನಡೆಸುತ್ತಿದೆ. ನಿಯಮ ಸಡಿಲಿಕೆಯ ಅಂತಿಮ ನಿರ್ಧಾರ ಶೀಘ್ರದಲ್ಲೇ ಹೊರಬೀಳಲಿದೆ ಎಂದು ಹೇಳಲಾಗಿದೆ. ಪ್ರತಿ ವರ್ಷ ಸಾವಿರಾರು ಭಾರತೀಯರು ಎಚ್-1ಬಿ ವೀಸಾ ಪಡೆಯುತ್ತಾರೆ.: [362, 1369, 848, 1466]
- article-body: ಸರ್ಕಾರದ ವಿರುದ್ಧ ಪ್ರತಿಭಟನೆ ನಡೆಸಿದರು. ಯಲಹಂಕದ ಬಿಜೆಪಿ ಶಾಸಕ ಎಸ್.ಆರ್. ವಿಶ್ವನಾಥ್ ನೇತೃತ್ವದಲ್ಲಿ ಬಿಜೆಪಿ ಮುಖಂಡರು ಹಾಗೂ ಕಾರ್ಯಕರ್ತರು ರಸ್ತೆ ತಡೆ ನಡೆಸಿದರು. ನಗರದ ರಸ್ತೆಗಳು ಗುಂಡಿಮಯವಾಗಿದ್ದು ವಾಹನ ಸವಾರರು ಪರದಾಡುವಂತಾಗಿದೆ. ಮುಖ್ಯಮಂತ್ರಿ ಹಾಗೂ ಉಪ ಮುಖ್ಯಮಂತ್ರಿಗಳು ರಸ್ತೆ ಗುಂಡಿ ಮುಚ್ಚುವ ಭರವಸೆ ನೀಡಿದ್ದರೂ ಕಾಮಗಾರಿ ಆರಂಭವಾಗಿಲ್ಲ ಎಂದು ಆರೋಪಿಸಿದರು. ಗುಂಡಿಗಳಿಂದ ಹಲವಾರು ಅಪಘಾತಗಳು ಸಂಭವಿಸಿವೆ. ರಾಜರಾಜೇಶ್ವರಿ ನಗರ, ಬನಶಂಕರಿ, ಮಹಾಲಕ್ಷ್ಮಿ ಲೇಔಟ್, ಯಶವಂತಪುರ ಸೇರಿದಂತೆ ಹಲವು ಕ್ಷೇತ್ರಗಳಲ್ಲಿ ಪ್ರತಿಭಟನೆ ನಡೆಯಿತು. ಬಿಬಿಎಂಪಿ ಅಧಿಕಾರಿಗಳು ಸ್ಥಳಕ್ಕೆ ಆಗಮಿಸಿ ಶೀಘ್ರದಲ್ಲೇ ಗುಂಡಿ ಮುಚ್ಚುವ ಭರವಸೆ ನೀಡಿದರು. ಬೆಂಗಳೂರು ಉತ್ತರ ಸಂಸದರು ಹಾಗೂ ಮಾಜಿ ಸಚಿವರು ಭಾಗವಹಿಸಿದ್ದರು. ಸರ್ಕಾರ ಕೂಡಲೇ ಕ್ರಮ ಕೈಗೊಳ್ಳದಿದ್ದರೆ ಉಗ್ರ ಹೋರಾಟ ನಡೆಸಲಾಗುವುದು ಎಂದು ಎಚ್ಚರಿಸಿದರು.: [362, 982, 848, 1093]
- ad-sub: ಸೆಕ್ಯೂರಿಟಿ ಗಾರ್ಡ್ & ಸೂಪರ್‌ವೈಸರ್‌ಗಳು ಕೆಲಸ ಮಾಡಲು ಬೇಕಾಗಿದ್ದಾರೆ.: [868, 1837, 1004, 1860]
- headline: ಗುಂಡಿಯೂರು ಖಂಡಿಸಿ, ಬಿಜೆಪಿ ರಸ್ತೆತಡೆ: [453, 951, 757, 979]
- job-detail-line: Classes: Primary & Higher: [862, 1521, 1010, 1533]
- headline-block: [36, 1620, 352, 1698]
- security-line: salary: 12000 to 15000: [861, 1903, 1004, 1916]
- top-banner-text: (ಒಂದನೇ ಪುಟದಿಂದ): [793, 54, 907, 73]
- top-banner: [362, 50, 1338, 78]
- subhead: ಸಂಬಂಧ ಕಲಿತ ಮಾಹಿತಿಂದ: [368, 474, 472, 488]
- rent-line: 10x11 Ground Floor: [1096, 1659, 1264, 1677]
